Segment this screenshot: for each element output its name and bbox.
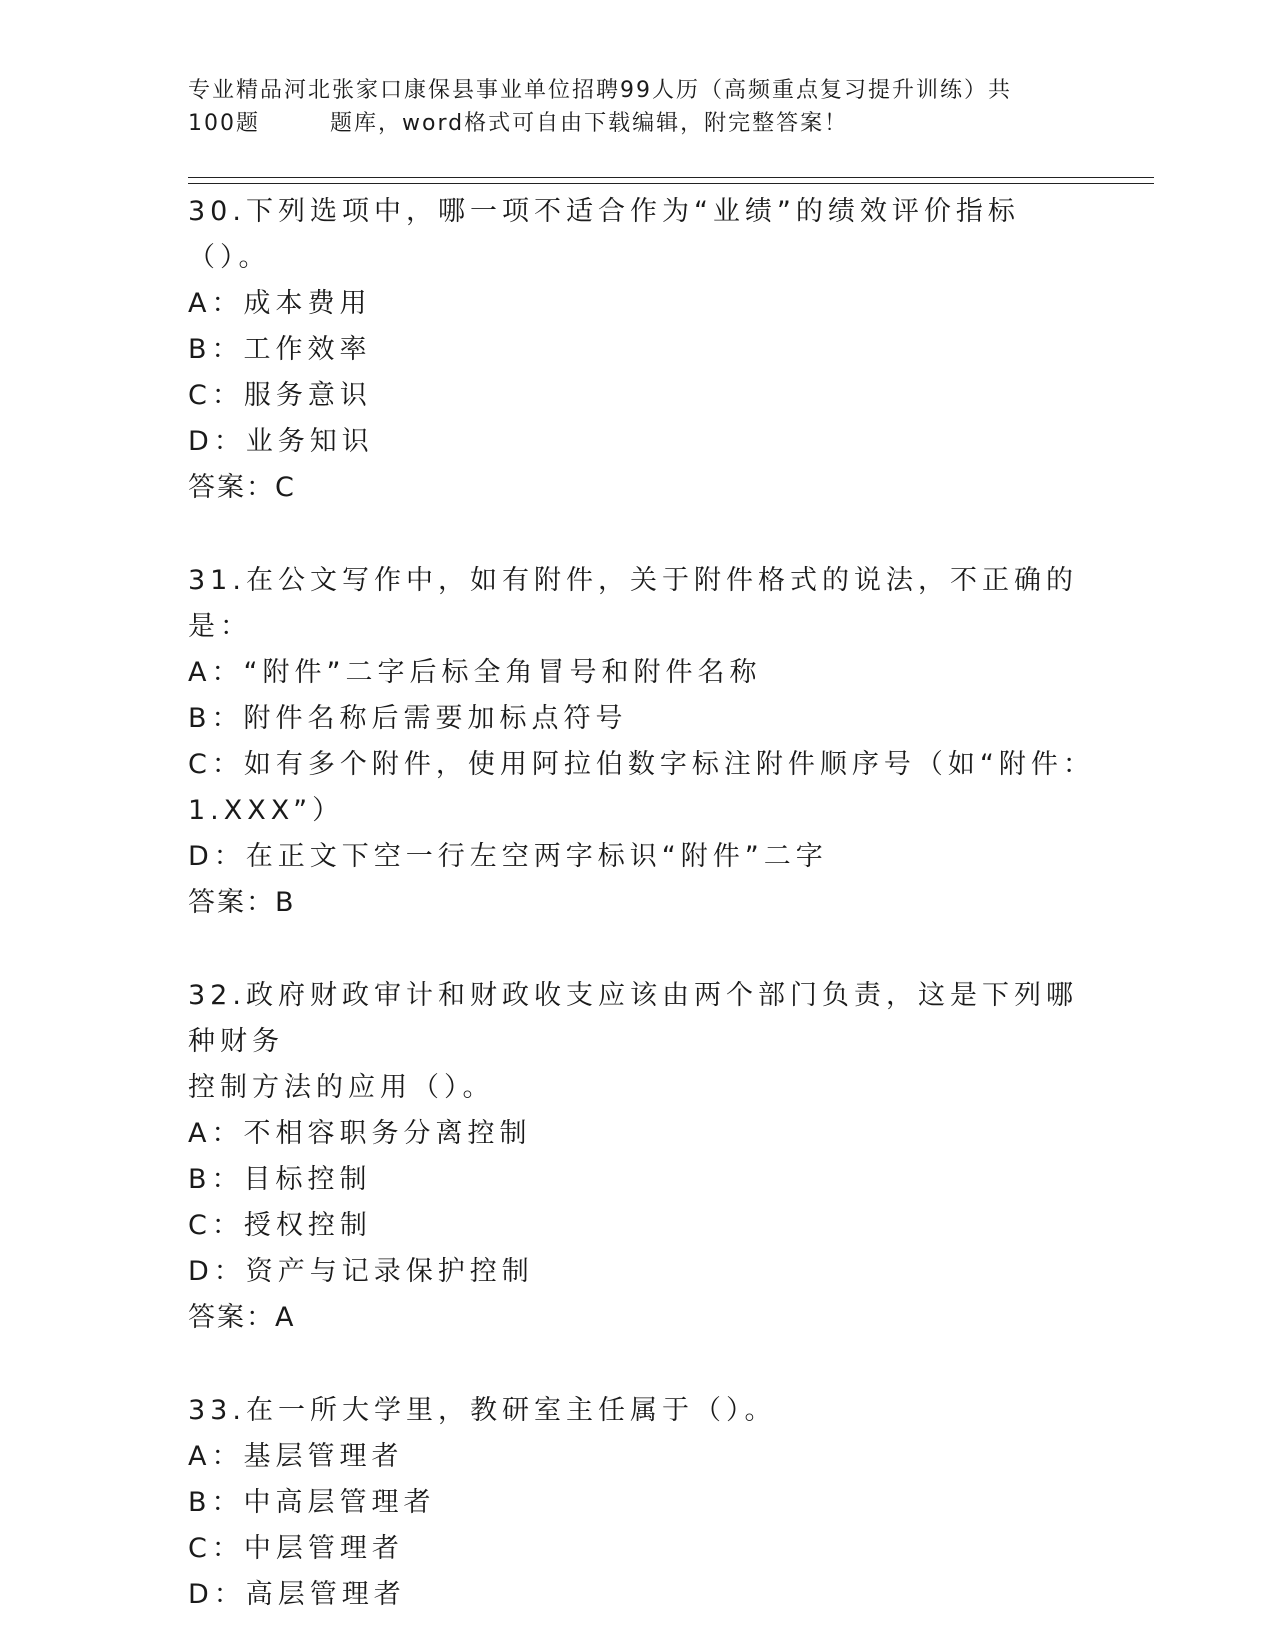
header-description: 题库，word格式可自由下载编辑，附完整答案！ — [330, 111, 849, 136]
question-item — [188, 973, 1088, 1341]
option-d: D：资产与记录保护控制 — [188, 1256, 534, 1287]
answer-text: 答案：C — [188, 472, 296, 503]
option-a: A：成本费用 — [188, 288, 372, 319]
question-stem: 31.在公文写作中，如有附件，关于附件格式的说法，不正确的是： — [188, 565, 1078, 642]
option-b: B：中高层管理者 — [188, 1487, 436, 1518]
option-c: C：中层管理者 — [188, 1533, 404, 1564]
option-a: A：不相容职务分离控制 — [188, 1118, 532, 1149]
answer-text: 答案：B — [188, 887, 296, 918]
option-c: C：如有多个附件，使用阿拉伯数字标注附件顺序号（如“附件： — [188, 749, 1095, 780]
header-divider-bottom — [188, 183, 1154, 184]
option-d: D：业务知识 — [188, 426, 374, 457]
question-stem-continuation: 控制方法的应用（）。 — [188, 1072, 495, 1103]
question-item — [188, 558, 1095, 926]
option-d: D：在正文下空一行左空两字标识“附件”二字 — [188, 841, 828, 872]
option-b: B：工作效率 — [188, 334, 372, 365]
option-b: B：目标控制 — [188, 1164, 372, 1195]
header-subtitle-line — [188, 107, 1088, 140]
option-a: A：“附件”二字后标全角冒号和附件名称 — [188, 657, 762, 688]
option-d: D：高层管理者 — [188, 1579, 406, 1610]
question-list — [188, 189, 1095, 1618]
header-divider-top — [188, 177, 1154, 178]
header-question-count: 100题 — [188, 111, 260, 136]
option-c-continuation: 1.XXX”） — [188, 795, 345, 826]
header-title-line: 专业精品河北张家口康保县事业单位招聘99人历（高频重点复习提升训练）共 — [188, 78, 1012, 103]
option-c: C：授权控制 — [188, 1210, 372, 1241]
question-item — [188, 1388, 1088, 1618]
question-stem: 32.政府财政审计和财政收支应该由两个部门负责，这是下列哪种财务 — [188, 980, 1078, 1057]
document-header — [188, 74, 1088, 140]
question-stem: 30.下列选项中，哪一项不适合作为“业绩”的绩效评价指标（）。 — [188, 196, 1020, 273]
option-b: B：附件名称后需要加标点符号 — [188, 703, 628, 734]
question-stem: 33.在一所大学里，教研室主任属于（）。 — [188, 1395, 777, 1426]
question-item — [188, 189, 1088, 511]
option-c: C：服务意识 — [188, 380, 372, 411]
answer-text: 答案：A — [188, 1302, 296, 1333]
option-a: A：基层管理者 — [188, 1441, 404, 1472]
